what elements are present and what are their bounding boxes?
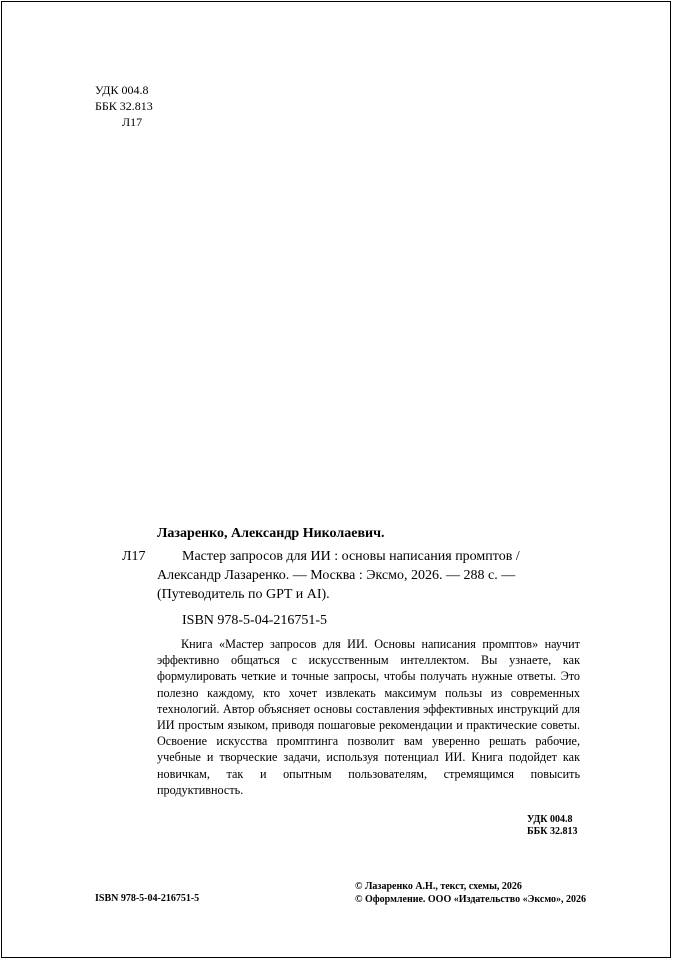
bbk-code: ББК 32.813 <box>95 99 153 113</box>
title-line-2: Александр Лазаренко. — Москва : Эксмо, 2026. — 288 с. — <box>157 568 516 583</box>
author-heading: Лазаренко, Александр Николаевич. <box>157 526 385 541</box>
udk-code-bottom: УДК 004.8 <box>527 814 573 825</box>
annotation-text: Книга «Мастер запросов для ИИ. Основы написания промптов» научит эффективно общаться с искусственным интеллектом. Вы узнаете, как формулировать четкие и точные запросы, чтобы получать нужные ответы. Это полезно каждому, кто хочет извлекать максимум пользы из современных технологий. Автор объясняет основы составления эффективных инструкций для ИИ простым языком, приводя пошаговые рекомендации и практические советы. Освоение искусства промптинга позволит вам уверенно решать рабочие, учебные и творческие задачи, используя потенциал ИИ. Книга подойдет как новичкам, так и опытным пользователям, стремящимся повысить продуктивность. <box>157 637 580 797</box>
copyright-author: © Лазаренко А.Н., текст, схемы, 2026 <box>355 881 522 892</box>
title-line-1: Мастер запросов для ИИ : основы написания промптов / <box>182 549 520 564</box>
footer-isbn: ISBN 978-5-04-216751-5 <box>95 893 200 904</box>
bbk-code-bottom: ББК 32.813 <box>527 826 578 837</box>
udk-code: УДК 004.8 <box>95 83 149 97</box>
entry-author-mark: Л17 <box>122 549 146 564</box>
author-mark: Л17 <box>122 115 143 129</box>
copyright-design: © Оформление. ООО «Издательство «Эксмо», 2026 <box>355 894 586 905</box>
entry-isbn: ISBN 978-5-04-216751-5 <box>182 613 328 628</box>
title-line-3: (Путеводитель по GPT и AI). <box>157 587 330 602</box>
